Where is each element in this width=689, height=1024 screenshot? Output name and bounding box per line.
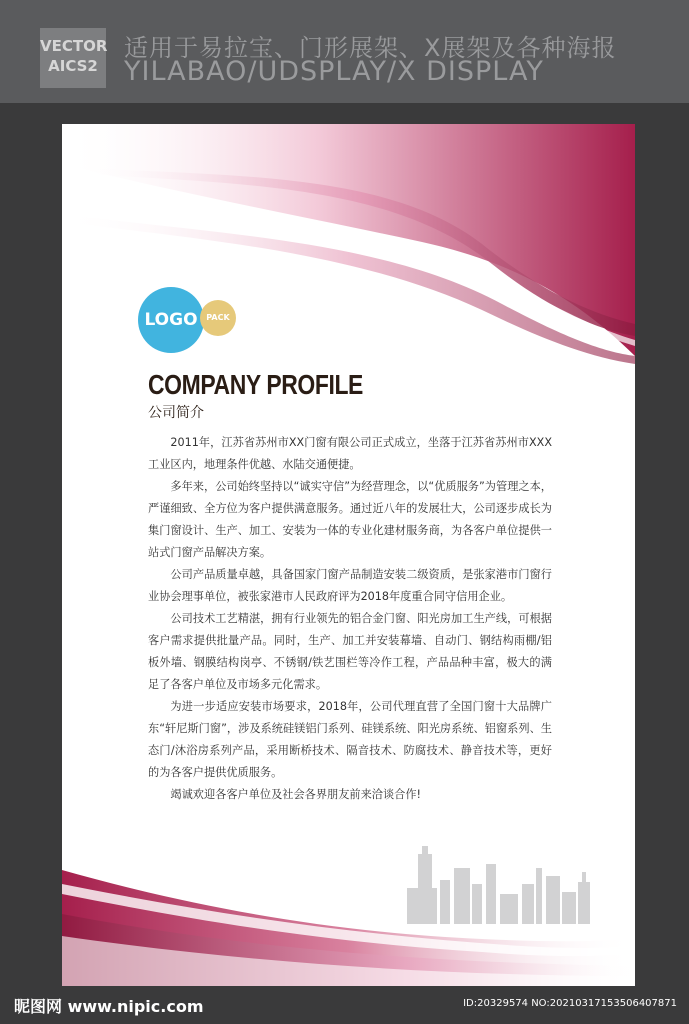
page-subtitle: 公司简介 <box>148 405 204 421</box>
poster <box>62 124 635 986</box>
paragraph: 公司技术工艺精湛，拥有行业领先的铝合金门窗、阳光房加工生产线，可根据客户需求提供批量产品。同时，生产、加工并安装幕墙、自动门、钢结构雨棚/铝板外墙、钢膜结构岗亭、不锈钢/铁艺围栏等冷作工程，产品品种丰富，极大的满足了各客户单位及市场多元化需求。 <box>148 612 552 691</box>
vector-badge <box>40 28 106 88</box>
top-banner <box>0 0 689 103</box>
watermark-id: ID:20329574 NO:20210317153506407871 <box>463 998 677 1009</box>
paragraph: 竭诚欢迎各客户单位及社会各界朋友前来洽谈合作! <box>170 788 422 801</box>
paragraph: 为进一步适应安装市场要求，2018年，公司代理直营了全国门窗十大品牌广东“轩尼斯门窗”，涉及系统硅镁铝门系列、硅镁系统、阳光房系统、铝窗系列、生态门/沐浴房系列产品，采用断桥技术、隔音技术、防腐技术、静音技术等，更好的为各客户提供优质服务。 <box>148 700 552 779</box>
page-title: COMPANY PROFILE <box>148 369 363 400</box>
watermark-site: 昵图网 www.nipic.com <box>14 997 204 1016</box>
logo-sub-badge: PACK <box>200 300 236 336</box>
profile-body <box>148 432 552 806</box>
logo: LOGO <box>138 287 204 353</box>
badge-line-1: VECTOR <box>40 37 108 55</box>
skyline-graphic <box>407 846 590 924</box>
paragraph: 公司产品质量卓越，具备国家门窗产品制造安装二级资质，是张家港市门窗行业协会理事单位，被张家港市人民政府评为2018年度重合同守信用企业。 <box>148 568 552 603</box>
banner-title-cn: 适用于易拉宝、门形展架、X展架及各种海报 <box>124 34 617 62</box>
paragraph: 多年来，公司始终坚持以“诚实守信”为经营理念，以“优质服务”为管理之本，严谨细致、全方位为客户提供满意服务。通过近八年的发展壮大，公司逐步成长为集门窗设计、生产、加工、安装为一体的专业化建材服务商，为各客户单位提供一站式门窗产品解决方案。 <box>148 480 552 559</box>
banner-title-en: YILABAO/UDSPLAY/X DISPLAY <box>124 56 544 87</box>
paragraph: 2011年，江苏省苏州市XX门窗有限公司正式成立，坐落于江苏省苏州市XXX工业区内，地理条件优越、水陆交通便捷。 <box>148 436 552 471</box>
badge-line-2: AICS2 <box>48 57 98 75</box>
